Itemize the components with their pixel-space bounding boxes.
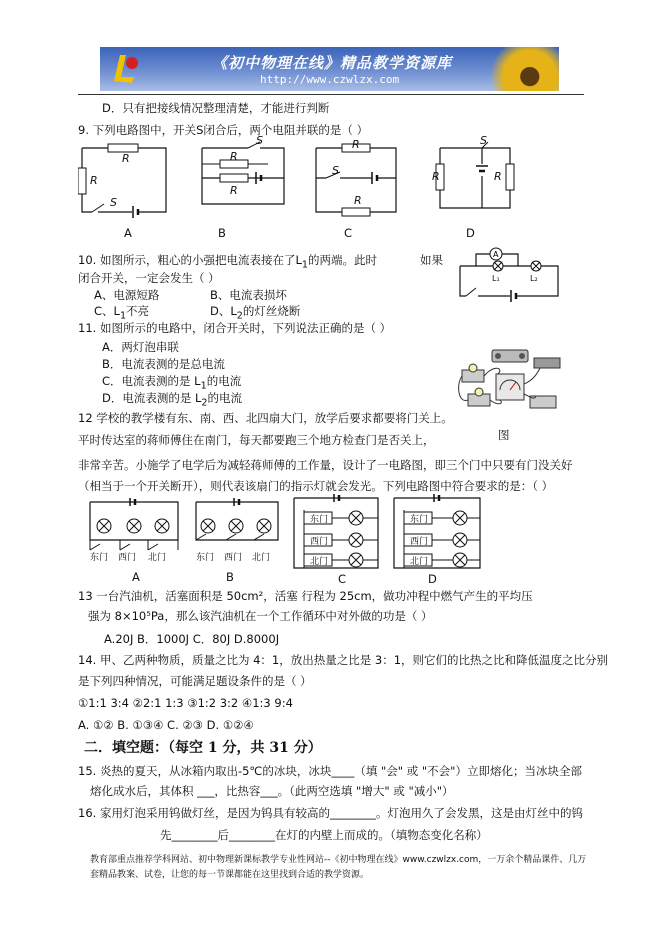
- q9-label-d: D: [466, 226, 475, 240]
- q12-circuit-d: 东门 西门 北门: [390, 494, 484, 572]
- q8-option-d: D．只有把接线情况整理清楚，才能进行判断: [102, 101, 330, 115]
- q13-stem-1: 13 一台汽油机，活塞面积是 50cm²，活塞 行程为 25cm，做功冲程中燃气产生的平均压: [78, 589, 533, 603]
- figure-caption: 图: [498, 428, 510, 442]
- q14-options: A. ①② B. ①③④ C. ②③ D. ①②④: [78, 718, 254, 732]
- q12-stem-4: （相当于一个开关断开），则代表该扇门的指示灯就会发光。下列电路图中符合要求的是：（ ）: [78, 479, 554, 493]
- q10-stem-2: 闭合开关，一定会发生（ ）: [78, 271, 220, 285]
- q14-stem-2: 是下列四种情况，可能满足题设条件的是（ ）: [78, 674, 312, 688]
- q16-stem-2: 先________后________在灯的内壁上而成的。（填物态变化名称）: [160, 828, 488, 842]
- banner-title: 《初中物理在线》精品教学资源库: [212, 54, 453, 72]
- q13-options: A.20J B．1000J C．80J D.8000J: [104, 632, 280, 646]
- page-footer: 教育部重点推荐学科网站、初中物理新课标教学专业性网站--《初中物理在线》www.czwlzx.com，一万余个精品课件、几万套精品教案、试卷，让您的每一节课都能在这里找到合适的教学资源。: [90, 855, 587, 880]
- q9-circuit-a: R R S: [78, 140, 170, 220]
- q12-circuit-a: 东门 西门 北门: [86, 498, 182, 564]
- banner-url: http://www.czwlzx.com: [260, 73, 400, 86]
- q11-apparatus-photo: [454, 344, 564, 422]
- q14-stem-1: 14. 甲、乙两种物质，质量之比为 4：1，放出热量之比是 3：1，则它们的比热之比和降低温度之比分别: [78, 653, 609, 667]
- q11-option-b: B．电流表测的是总电流: [102, 357, 225, 371]
- header-divider: [78, 94, 584, 95]
- q10-option-d: D、$L_2$的灯丝烧断: [210, 304, 301, 322]
- section-2-heading: 二．填空题：（每空 1 分，共 31 分）: [84, 740, 322, 756]
- q12-label-b: B: [226, 570, 234, 584]
- q16-stem-1: 16. 家用灯泡采用钨做灯丝，是因为钨具有较高的________。灯泡用久了会发黑，这是由灯丝中的钨: [78, 806, 583, 820]
- q12-label-c: C: [338, 572, 347, 586]
- q15-stem-1: 15. 炎热的夏天，从冰箱内取出-5℃的冰块，冰块____（填 "会" 或 "不会"）立即熔化；当冰块全部: [78, 764, 582, 778]
- q12-stem-1: 12 学校的教学楼有东、南、西、北四扇大门，放学后要求都要将门关上。: [78, 411, 453, 425]
- q10-option-b: B、电流表损坏: [210, 288, 287, 302]
- q9-label-b: B: [218, 226, 226, 240]
- q12-stem-2: 平时传达室的蒋师傅住在南门，每天都要跑三个地方检查门是否关上，: [78, 433, 435, 447]
- q12-label-d: D: [428, 572, 437, 586]
- q12-label-a: A: [132, 570, 140, 584]
- q9-stem: 9. 下列电路图中，开关S闭合后，两个电阻并联的是（ ）: [78, 123, 369, 137]
- sunflower-graphic: [477, 47, 559, 91]
- q11-option-d: D．电流表测的是 $L_2$的电流: [102, 391, 243, 409]
- q12-circuit-c: 东门 西门 北门: [290, 494, 382, 572]
- q14-cases: ①1:1 3:4 ②2:1 1:3 ③1:2 3:2 ④1:3 9:4: [78, 696, 293, 710]
- q11-stem: 11. 如图所示的电路中，闭合开关时，下列说法正确的是（ ）: [78, 321, 392, 335]
- q13-stem-2: 强为 8×10⁵Pa，那么该汽油机在一个工作循环中对外做的功是（ ）: [88, 609, 433, 623]
- q9-label-c: C: [344, 226, 353, 240]
- q9-circuit-b: S R R: [198, 140, 288, 210]
- q10-option-c: C、$L_1$不亮: [94, 304, 150, 322]
- q11-option-c: C．电流表测的是 $L_1$的电流: [102, 374, 242, 392]
- header-banner: [100, 47, 559, 91]
- logo-icon: [104, 49, 144, 89]
- q10-circuit: A L₁ L₂: [454, 244, 564, 302]
- q9-label-a: A: [124, 226, 132, 240]
- q10-option-a: A、电源短路: [94, 288, 160, 302]
- q11-option-a: A．两灯泡串联: [102, 340, 179, 354]
- q9-circuit-c: R S R: [312, 140, 400, 220]
- q12-circuit-b: 东门 西门 北门: [192, 498, 282, 564]
- q12-stem-3: 非常辛苦。小施学了电学后为减轻蒋师傅的工作量，设计了一电路图，即三个门中只要有门没关好: [78, 458, 573, 472]
- q10-stem: 10. 如图所示，粗心的小强把电流表接在了$L_1$的两端。此时: [78, 253, 377, 271]
- svg-text:A: A: [493, 250, 499, 259]
- q15-stem-2: 熔化成水后，其体积 ___，比热容___。（此两空选填 "增大" 或 "减小"）: [90, 784, 454, 798]
- q10-stem-cont: 如果: [420, 253, 443, 267]
- q9-circuit-d: S R R: [430, 140, 516, 212]
